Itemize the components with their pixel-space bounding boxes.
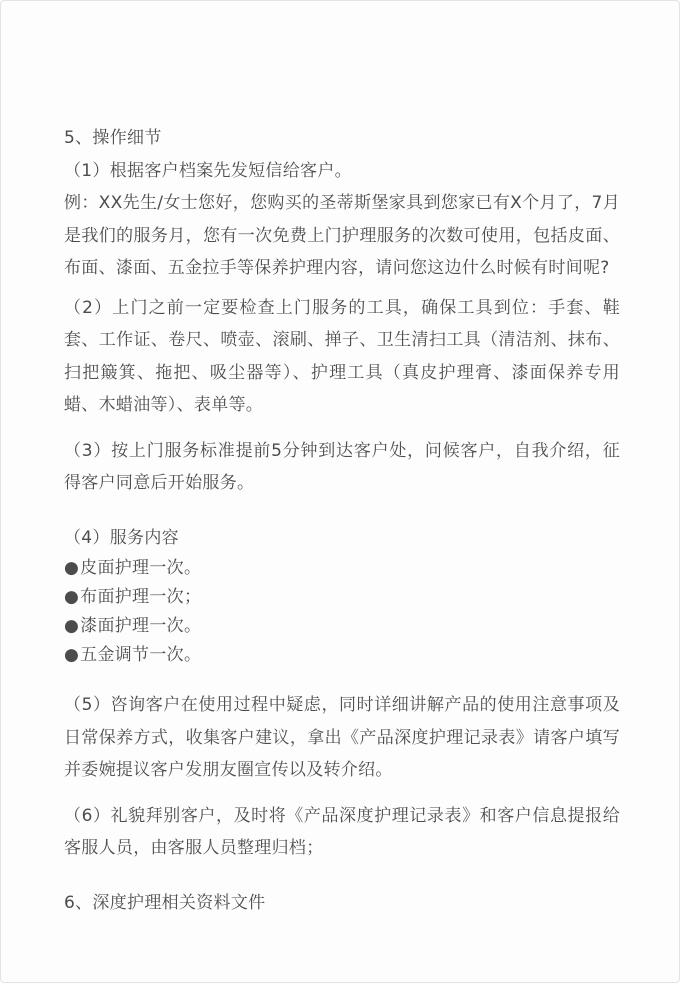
paragraph-item6: （6）礼貌拜别客户，及时将《产品深度护理记录表》和客户信息提报给客服人员，由客服人员整理归档； [64,805,620,858]
document-content [64,122,620,919]
list-item-label: 皮面护理一次。 [80,558,202,578]
list-item [64,554,620,583]
section5-heading: 5、操作细节 [64,128,162,148]
list-item-label: 五金调节一次。 [80,645,202,665]
list-item [64,612,620,641]
bullet-icon: ● [64,587,80,607]
service-items-list [64,554,620,670]
bullet-icon: ● [64,558,80,578]
paragraph-item5: （5）咨询客户在使用过程中疑虑，同时详细讲解产品的使用注意事项及日常保养方式，收集客户建议，拿出《产品深度护理记录表》请客户填写并委婉提议客户发朋友圈宣传以及转介绍。 [64,695,620,780]
bullet-icon: ● [64,616,80,636]
list-item [64,583,620,612]
paragraph-item2: （2）上门之前一定要检查上门服务的工具，确保工具到位：手套、鞋套、工作证、卷尺、喷壶、滚刷、掸子、卫生清扫工具（清洁剂、抹布、扫把簸箕、拖把、吸尘器等）、护理工具（真皮护理膏、漆面保养专用蜡、木蜡油等）、表单等。 [64,297,620,415]
paragraph-item3: （3）按上门服务标准提前5分钟到达客户处，问候客户，自我介绍，征得客户同意后开始服务。 [64,440,620,493]
list-item-label: 漆面护理一次。 [80,616,202,636]
bullet-icon: ● [64,645,80,665]
list-item-label: 布面护理一次； [80,587,202,607]
paragraph-item4-heading: （4）服务内容 [64,527,179,548]
section6-heading: 6、深度护理相关资料文件 [64,892,266,913]
paragraph-item1: （1）根据客户档案先发短信给客户。 [64,160,352,181]
list-item [64,641,620,670]
paragraph-sms-example: 例：XX先生/女士您好，您购买的圣蒂斯堡家具到您家已有X个月了，7月是我们的服务月，您有一次免费上门护理服务的次数可使用，包括皮面、布面、漆面、五金拉手等保养护理内容，请问您这边什么时候有时间呢? [64,193,620,278]
